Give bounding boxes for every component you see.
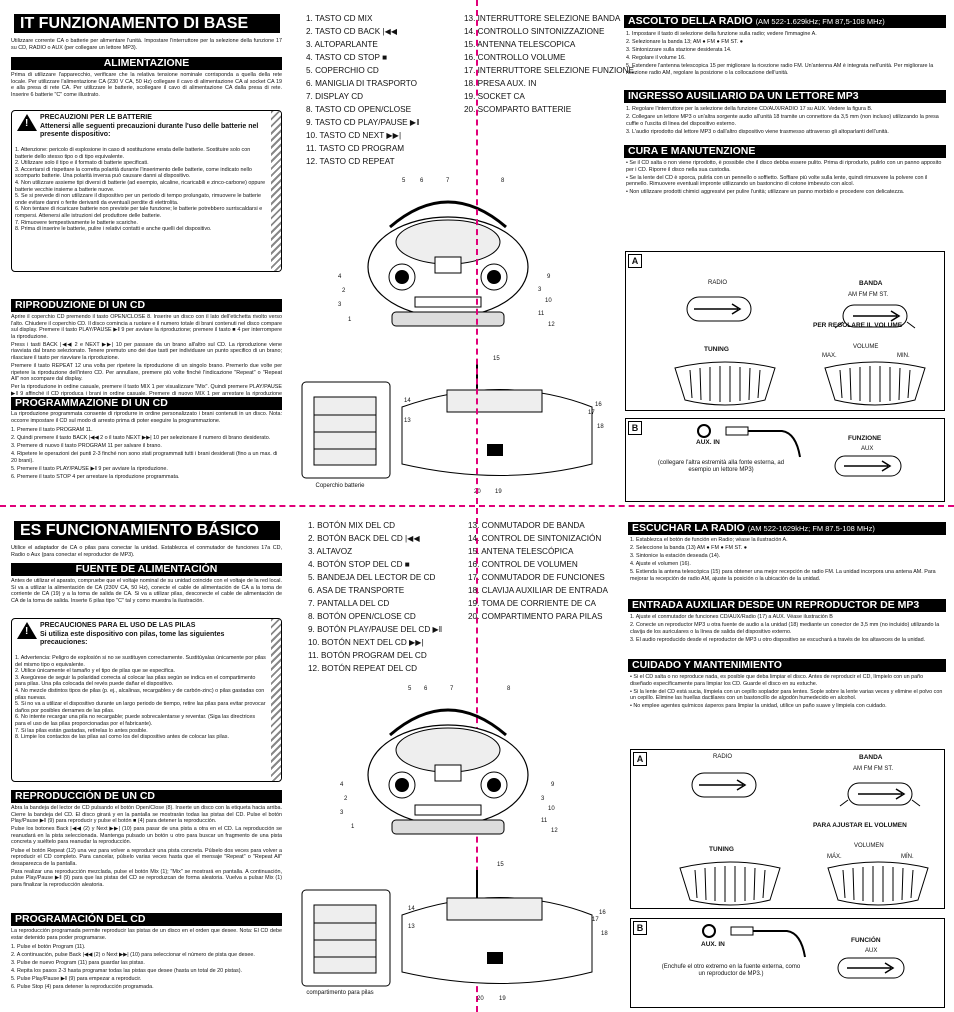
es-power-text: Antes de utilizar el aparato, compruebe que el voltaje nominal de su unidad coincide con el voltaje de la red local. Si va a utilizar la alimentación de CA (230V CA, 50 Hz), conecte el cable de alimentación de CA a la toma de corriente de CA (19) y a la toma de salida de CA. Si va a utilizar pilas, desconecte el cable de alimentación de CA de la toma de salida. Inserte 6 pilas tipo "C" tal y como muestra la ilustración.: [11, 578, 282, 604]
it-prog-list: [11, 427, 282, 499]
it-title: IT FUNZIONAMENTO DI BASE: [14, 14, 280, 33]
list-item: 3. Asegúrese de seguir la polaridad correcta al colocar las pilas según se indica en el compartimento para pilas. Una pila colocada del revés puede dañar el dispositivo.: [15, 674, 256, 688]
it-warn-sub: Attenersi alle seguenti precauzioni durante l'uso delle batterie nel presente dispositivo:: [40, 122, 259, 138]
es-care-list: • Si el CD salta o no reproduce nada, es posible que deba limpiar el disco. Antes de reproducir el CD, límpielo con un paño diseñado específicamente para limpiar los CD. Guarde el disco en su estuche. • Si la lente del CD está sucia, límpiela con un cepillo soplador para lentes. Sople sobre la lente varias veces y elimine el polvo con un cepillo. Elimine las huellas dactilares con un bastoncillo de algodón humedecido en alcohol. • No emplee agentes químicos ásperos para limpiar la unidad, utilice un paño suave y limpiela con cuidado.: [630, 674, 943, 710]
es-battery-warning: [11, 618, 282, 782]
callout: 18: [597, 424, 604, 430]
es-figure-b: [630, 918, 945, 1008]
it-controls-right: 13. INTERRUTTORE SELEZIONE BANDA 14. CONTROLLO SINTONIZZAZIONE 15. ANTENNA TELESCOPICA 16. CONTROLLO VOLUME 17. INTERRUTTORE SELEZIONE FUNZIONE 18. PRESA AUX. IN 19. SOCKET CA 20. SCOMPARTO BATTERIE: [464, 14, 634, 114]
aux-caption: (Enchufe el otro extremo en la fuente externa, como un reproductor de MP3.): [661, 964, 801, 977]
it-care-list: • Se il CD salta o non viene riprodotto, è possibile che il disco debba essere pulito. Prima di riprodurlo, pulirlo con un panno apposito per i CD. Riporre il disco nella sua custodia. • Se la lente del CD è sporca, pulirla con un pennello o soffietto. Soffiare più volte sulla lente, quindi rimuovere la polvere con il pennello. Rimuovere eventuali impronte utilizzando un bastoncino di cotone imbevuto con alcol. • Non utilizzare prodotti chimici aggressivi per pulire l'unità; utilizzare un panno morbido e procedere con delicatezza.: [626, 160, 942, 196]
list-item: 3. Premere di nuovo il tasto PROGRAM 11 per salvare il brano.: [11, 443, 162, 450]
band-label: BANDA: [859, 754, 883, 761]
callout: 3: [340, 810, 344, 816]
callout: 7: [446, 178, 450, 184]
es-power-title: FUENTE DE ALIMENTACIÓN: [11, 563, 282, 576]
callout: 2: [342, 288, 346, 294]
list-item: 8. Prima di inserire le batterie, pulire i relativi contatti e anche quelli del dispositivo.: [15, 226, 212, 233]
callout: 18: [601, 931, 608, 937]
function-switch-icon: [691, 772, 757, 798]
es-figure-a: [630, 749, 945, 909]
list-item: 3. Pulse de nuevo Program (11) para guardar las pistas.: [11, 960, 145, 967]
it-device-back-diagram: [292, 352, 612, 502]
it-figure-a: [625, 251, 945, 411]
it-radio-list: 1. Impostare il tasto di selezione della funzione sulla radio; vedere l'immagine A. 2. Selezionare la banda 13; AM ● FM ● FM ST. ● 3. Sintonizzare sulla stazione desiderata 14. 4. Regolare il volume 16. 5. Estendere l'antenna telescopica 15 per migliorare la ricezione radio FM. Un'antenna AM è integrata nell'unità. Per migliorare la ricezione radio AM, regolare la posizione o la collocazione dell'unità.: [626, 31, 934, 76]
volume-dial-icon: [823, 858, 933, 908]
it-radio-title: ASCOLTO DELLA RADIO (AM 522-1.629kHz; FM 87,5-108 MHz): [624, 15, 946, 28]
callout: 5: [402, 178, 406, 184]
es-prog-intro: La reproducción programada permite reproducir las pistas de un disco en el orden que desee. Nota: El CD debe estar detenido para poder programarse.: [11, 928, 282, 941]
radio-label: RADIO: [713, 754, 733, 760]
es-title: ES FUNCIONAMIENTO BÁSICO: [14, 521, 280, 540]
list-item: 8. Limpie los contactos de las pilas así como los del dispositivo antes de colocar las pilas.: [15, 734, 229, 741]
it-battery-caption: Coperchio batterie: [315, 483, 365, 489]
function-switch-icon: [837, 957, 907, 981]
es-warn-sub: Si utiliza este dispositivo con pilas, tome las siguientes precauciones:: [40, 630, 225, 646]
it-prog-intro: La riproduzione programmata consente di riprodurre in ordine personalizzato i brani contenuti in un disco. Nota: occorre impostare il CD sul modo di arresto prima di poter eseguire la programmazione.: [11, 411, 282, 424]
callout: 4: [340, 782, 344, 788]
callout: 16: [599, 910, 606, 916]
it-warn-title: PRECAUZIONI PER LE BATTERIE: [40, 114, 152, 121]
callout: 12: [548, 322, 555, 328]
list-item: 4. No mezcle distintos tipos de pilas (p. ej., alcalinas, recargables y de carbón-zinc) o pilas gastadas con pilas nuevas.: [15, 687, 265, 701]
callout: 19: [495, 489, 502, 495]
volume-dial-icon: [820, 358, 930, 408]
it-intro: Utilizzare corrente CA o batterie per alimentare l'unità. Impostare l'interruttore per la selezione della funzione 17 su CD, RADIO o AUX (per collegare un lettore MP3).: [11, 38, 282, 51]
callout: 3: [538, 287, 542, 293]
radio-label: RADIO: [708, 280, 728, 286]
list-item: 7. Si las pilas están gastadas, retírelas lo antes posible.: [15, 727, 148, 734]
list-item: 6. Pulse Stop (4) para detener la reproducción programada.: [11, 984, 154, 991]
callout: 10: [548, 806, 555, 812]
callout: 5: [408, 686, 412, 692]
callout: 1: [348, 317, 352, 323]
tuning-dial-icon: [675, 858, 785, 908]
it-prog-title: PROGRAMMAZIONE DI UN CD: [11, 397, 282, 410]
it-battery-warning: [11, 110, 282, 272]
es-aux-list: 1. Ajuste el conmutador de funciones CD/AUX/Radio (17) a AUX. Véase ilustración B 2. Conecte un reproductor MP3 u otra fuente de audio a la unidad (18) mediante un conector de 3,5 mm (no incluido) utilizando la clavija de los auriculares o la línea de salida del dispositivo externo. 3. El audio reproducido desde el reproductor de MP3 u otro dispositivo se escuchará a través de los altavoces de la unidad.: [630, 614, 940, 643]
list-item: 1. Attenzione: pericolo di esplosione in caso di sostituzione errata delle batterie. Sostituire solo con batterie dello stesso tipo o di tipo equivalente.: [15, 147, 251, 160]
callout: 4: [338, 274, 342, 280]
es-device-front-diagram: [330, 680, 560, 860]
list-item: 1. Premere il tasto PROGRAM 11.: [11, 427, 93, 433]
list-item: 6. Non tentare di ricaricare batterie non previste per tale funzione; le batterie potrebbero surriscaldarsi e rompersi. Attenersi alle istruzioni del produttore delle batterie.: [15, 206, 263, 219]
callout: 20: [477, 996, 484, 1002]
es-prog-list: [11, 944, 282, 1006]
es-battery-caption: compartimento para pilas: [306, 990, 374, 996]
callout: 17: [592, 917, 599, 923]
it-aux-list: 1. Regolare l'interruttore per la selezione della funzione CD/AUX/RADIO 17 su AUX. Vedere la figura B. 2. Collegare un lettore MP3 o un'altra sorgente audio all'unità 18 tramite un connettore da 3,5 mm (non incluso) utilizzando la presa cuffie o l'uscita di linea del dispositivo esterno. 3. L'audio riprodotto dal lettore MP3 o dall'altro dispositivo viene trasmesso attraverso gli altoparlanti dell'unità.: [626, 106, 939, 135]
it-warn-list: [15, 147, 267, 233]
hatch-decoration: [271, 619, 281, 781]
list-item: 5. Si no va a utilizar el dispositivo durante un largo periodo de tiempo, retire las pilas para evitar provocar daños por posibles derrames de las pilas.: [15, 701, 266, 714]
callout: 12: [551, 828, 558, 834]
volume-label: VOLUME: [853, 344, 879, 350]
aux-label: AUX: [861, 446, 874, 452]
callout: 13: [404, 418, 411, 424]
it-device-front-diagram: [330, 172, 560, 352]
list-item: 2. Utilice únicamente el tamaño y el tipo de pilas que se especifica.: [15, 668, 176, 675]
function-switch-icon: [834, 455, 904, 479]
list-item: 4. Repita los pasos 2-3 hasta programar todas las pistas que desee (hasta un total de 20 pistas).: [11, 968, 243, 975]
band-switch-icon: [836, 780, 924, 810]
callout: 14: [408, 906, 415, 912]
es-aux-title: ENTRADA AUXILIAR DESDE UN REPRODUCTOR DE MP3: [628, 599, 946, 612]
it-play-text: Aprire il coperchio CD premendo il tasto OPEN/CLOSE 8. Inserire un disco con il lato dell'etichetta rivolto verso l'alto. Chiudere il coperchio CD. Il disco comincia a ruotare e il numero totale di brani contenuti nel disco compare sul display. Premere il tasto PLAY/PAUSE ▶‖ 9 per avviare la riproduzione; premere il tasto ■ 4 per interrompere la riproduzione. Press i tasti BACK |◀◀ 2 e NEXT ▶▶| 10 per passare da un brano all'altro sul CD. La riproduzione viene riavviata dal brano selezionato. Tenere premuto uno dei due tasti per individuare un punto specifico di un brano; rilasciare il tasto per riavviare la riproduzione. Premere il tasto REPEAT 12 una volta per ripetere la riproduzione di un singolo brano. Premerlo due volte per ripetere la riproduzione dell'intero CD. Per annullare, premere più volte finché l'indicazione "Repeat" o "Repeat All" non scompare dal display. Per la riproduzione in ordine casuale, premere il tasto MIX 1 per visualizzare "Mix". Quindi premere PLAY/PAUSE ▶‖ 9 affinché il CD riproduca i brani in ordine casuale. Premere di nuovo MIX 1 per arrestare la riproduzione: [11, 314, 282, 396]
callout: 8: [507, 686, 511, 692]
list-item: 1. Pulse el botón Program (11).: [11, 944, 86, 950]
es-device-back-diagram: [292, 860, 612, 1000]
function-label: FUNZIONE: [848, 435, 882, 442]
tuning-label: TUNING: [709, 846, 734, 853]
it-play-title: RIPRODUZIONE DI UN CD: [11, 299, 282, 312]
es-play-text: Abra la bandeja del lector de CD pulsando el botón Open/Close (8). Inserte un disco con la etiqueta hacia arriba. Cierre la bandeja del CD. El disco girará y en la pantalla se mostrarán todas las pistas del CD. Pulse el botón Play/Pause ▶‖ (9) para reproducir y pulse el botón ■ (4) para detener la reproducción. Pulse los botones Back |◀◀ (2) y Next ▶▶| (10) para pasar de una pista a otra en el CD. La reproducción se reanudará en la pista seleccionada. Mantenga pulsado un botón u otro para buscar un fragmento de una pista concreta y suéltelo para reanudar la reproducción. Pulse el botón Repeat (12) una vez para volver a reproducir una pista concreta. Púlselo dos veces para volver a reproducir el CD completo. Para cancelar, púlselo varias veces hasta que el mensaje "Repeat" o "Repeat All" desaparezca de la pantalla. Para realizar una reproducción mezclada, pulse el botón Mix (1); "Mix" se mostrará en pantalla. A continuación, pulse Play/Pause ▶‖ (9) para que las pistas del CD se reproduzcan de forma aleatoria. Vuelva a pulsar Mix (1) para finalizar la reproducción aleatoria.: [11, 805, 282, 889]
band-label: BANDA: [859, 280, 883, 287]
hatch-decoration: [271, 111, 281, 271]
band-options: AM FM FM ST.: [848, 292, 888, 298]
callout: 6: [424, 686, 428, 692]
it-power-title: ALIMENTAZIONE: [11, 57, 282, 70]
list-item: 3. Accertarsi di rispettare la corretta polarità durante l'inserimento delle batterie, come indicato nello scomparto batterie. Una polarità inversa può causare danni al dispositivo.: [15, 166, 252, 180]
list-item: 1. Advertencia: Peligro de explosión si no se sustituyen correctamente. Sustitúyalas únicamente por pilas del mismo tipo o equivalente.: [15, 655, 266, 668]
callout: 7: [450, 686, 454, 692]
warning-icon: !: [17, 622, 37, 639]
aux-in-label: AUX. IN: [701, 941, 725, 948]
aux-in-label: AUX. IN: [696, 439, 720, 446]
callout: 11: [541, 818, 548, 824]
volume-min-label: MIN.: [897, 353, 910, 359]
callout: 15: [493, 356, 500, 362]
volume-caption: PER REGOLARE IL VOLUME: [813, 322, 903, 329]
it-aux-title: INGRESSO AUSILIARIO DA UN LETTORE MP3: [624, 90, 946, 103]
callout: 6: [420, 178, 424, 184]
callout: 15: [497, 862, 504, 868]
callout: 8: [501, 178, 505, 184]
callout: 19: [499, 996, 506, 1002]
callout: 3: [541, 796, 545, 802]
es-radio-title: ESCUCHAR LA RADIO (AM 522-1629kHz; FM 87.5-108 MHz): [628, 522, 946, 535]
callout: 17: [588, 410, 595, 416]
callout: 9: [551, 782, 555, 788]
es-controls-left: 1. BOTÓN MIX DEL CD 2. BOTÓN BACK DEL CD |◀◀ 3. ALTAVOZ 4. BOTÓN STOP DEL CD ■ 5. BANDEJA DEL LECTOR DE CD 6. ASA DE TRANSPORTE 7. PANTALLA DEL CD 8. BOTÓN OPEN/CLOSE CD 9. BOTÓN PLAY/PAUSE DEL CD ▶‖ 10. BOTÓN NEXT DEL CD ▶▶| 11. BOTÓN PROGRAM DEL CD 12. BOTÓN REPEAT DEL CD: [308, 521, 443, 673]
es-prog-title: PROGRAMACIÓN DEL CD: [11, 913, 282, 926]
it-controls-left: 1. TASTO CD MIX 2. TASTO CD BACK |◀◀ 3. ALTOPARLANTE 4. TASTO CD STOP ■ 5. COPERCHIO CD 6. MANIGLIA DI TRASPORTO 7. DISPLAY CD 8. TASTO CD OPEN/CLOSE 9. TASTO CD PLAY/PAUSE ▶‖ 10. TASTO CD NEXT ▶▶| 11. TASTO CD PROGRAM 12. TASTO CD REPEAT: [306, 14, 420, 166]
list-item: 2. Quindi premere il tasto BACK |◀◀ 2 o il tasto NEXT ▶▶| 10 per selezionare il numero di brano desiderato.: [11, 435, 271, 442]
cut-line-horizontal: [0, 505, 954, 507]
volume-max-label: MÁX.: [827, 854, 842, 860]
list-item: 5. Premere il tasto PLAY/PAUSE ▶‖ 9 per avviare la riproduzione.: [11, 465, 168, 472]
es-radio-list: 1. Establezca el botón de función en Radio; véase la ilustración A. 2. Seleccione la banda (13) AM ● FM ● FM ST. ● 3. Sintonice la estación deseada (14). 4. Ajuste el volumen (16). 5. Extienda la antena telescópica (15) para obtener una mejor recepción de radio FM. La unidad incorpora una antena AM. Para mejorar la recepción de radio AM, ajuste la posición o la ubicación de la unidad.: [630, 537, 936, 582]
callout: 9: [547, 274, 551, 280]
figure-label: B: [633, 921, 647, 935]
it-care-title: CURA E MANUTENZIONE: [624, 145, 946, 158]
list-item: 2. A continuación, pulse Back |◀◀ (2) o Next ▶▶| (10) para seleccionar el número de pista que desee.: [11, 952, 255, 959]
function-label: FUNCIÓN: [851, 937, 881, 944]
volume-label: VOLUMEN: [854, 843, 884, 849]
list-item: 6. Premere il tasto STOP 4 per arrestare la riproduzione programmata.: [11, 474, 180, 481]
callout: 3: [338, 302, 342, 308]
aux-label: AUX: [865, 948, 878, 954]
volume-max-label: MAX.: [822, 353, 837, 359]
it-power-text: Prima di utilizzare l'apparecchio, verificare che la relativa tensione nominale corrisponda a quella della rete locale. Per utilizzare l'alimentazione CA (230 V CA, 50 Hz) collegare il cavo di alimentazione CA al socket CA 19 e alla presa di rete CA. Per utilizzare le batterie, scollegare il cavo di alimentazione CA dalla presa di rete. Inserire 6 batterie "C" come illustrato.: [11, 72, 282, 98]
list-item: 2. Utilizzare solo il tipo e il formato di batterie specificati.: [15, 160, 149, 167]
callout: 20: [474, 489, 481, 495]
tuning-label: TUNING: [704, 346, 729, 353]
es-care-title: CUIDADO Y MANTENIMIENTO: [628, 659, 946, 672]
es-warn-title: PRECAUCIONES PARA EL USO DE LAS PILAS: [40, 622, 196, 629]
es-controls-right: 13. CONMUTADOR DE BANDA 14. CONTROL DE SINTONIZACIÓN 15. ANTENA TELESCÓPICA 16. CONTROL DE VOLUMEN 17. CONMUTADOR DE FUNCIONES 18. CLAVIJA AUXILIAR DE ENTRADA 19. TOMA DE CORRIENTE DE CA 20. COMPARTIMENTO PARA PILAS: [468, 521, 608, 621]
figure-label: B: [628, 421, 642, 435]
callout: 16: [595, 402, 602, 408]
volume-caption: PARA AJUSTAR EL VOLUMEN: [813, 822, 907, 829]
es-warn-list: [15, 655, 267, 741]
callout: 1: [351, 824, 355, 830]
warning-icon: !: [17, 114, 37, 131]
list-item: 6. No intente recargar una pila no recargable; puede sobrecalentarse y reventar. (Siga las directrices para el uso de las pilas proporcionadas por el fabricante).: [15, 714, 256, 727]
list-item: 4. Ripetere le operazioni dei punti 2-3 finché non sono stati programmati tutti i brani desiderati (fino a un max. di 20 brani).: [11, 451, 278, 464]
volume-min-label: MÍN.: [901, 854, 914, 860]
callout: 13: [408, 924, 415, 930]
list-item: 5. Pulse Play/Pause ▶‖ (9) para empezar a reproducir.: [11, 976, 142, 983]
es-intro: Utilice el adaptador de CA o pilas para conectar la unidad. Establezca el conmutador de funciones 17a CD, Radio o Aux (para conectar el reproductor de MP3).: [11, 545, 282, 558]
aux-caption: (collegare l'altra estremità alla fonte esterna, ad esempio un lettore MP3): [657, 460, 785, 473]
list-item: 4. Non utilizzare assieme tipi diversi di batterie (ad esempio, alcaline, ricaricabili e zinco-carbone) oppure batterie vecchie insieme a batterie nuove.: [15, 179, 266, 193]
es-play-title: REPRODUCCIÓN DE UN CD: [11, 790, 282, 803]
tuning-dial-icon: [670, 358, 780, 408]
callout: 14: [404, 398, 411, 404]
figure-label: A: [628, 254, 642, 268]
callout: 10: [545, 298, 552, 304]
list-item: 5. Se si prevede di non utilizzare il dispositivo per un periodo di tempo prolungato, rimuovere le batterie onde evitare danni o ferite derivanti da eventuali perdite di elettrolita.: [15, 193, 262, 206]
figure-label: A: [633, 752, 647, 766]
band-options: AM FM FM ST.: [853, 766, 893, 772]
list-item: 7. Rimuovere tempestivamente le batterie scariche.: [15, 219, 138, 226]
function-switch-icon: [686, 296, 752, 322]
callout: 2: [344, 796, 348, 802]
callout: 11: [538, 311, 545, 317]
it-figure-b: [625, 418, 945, 502]
